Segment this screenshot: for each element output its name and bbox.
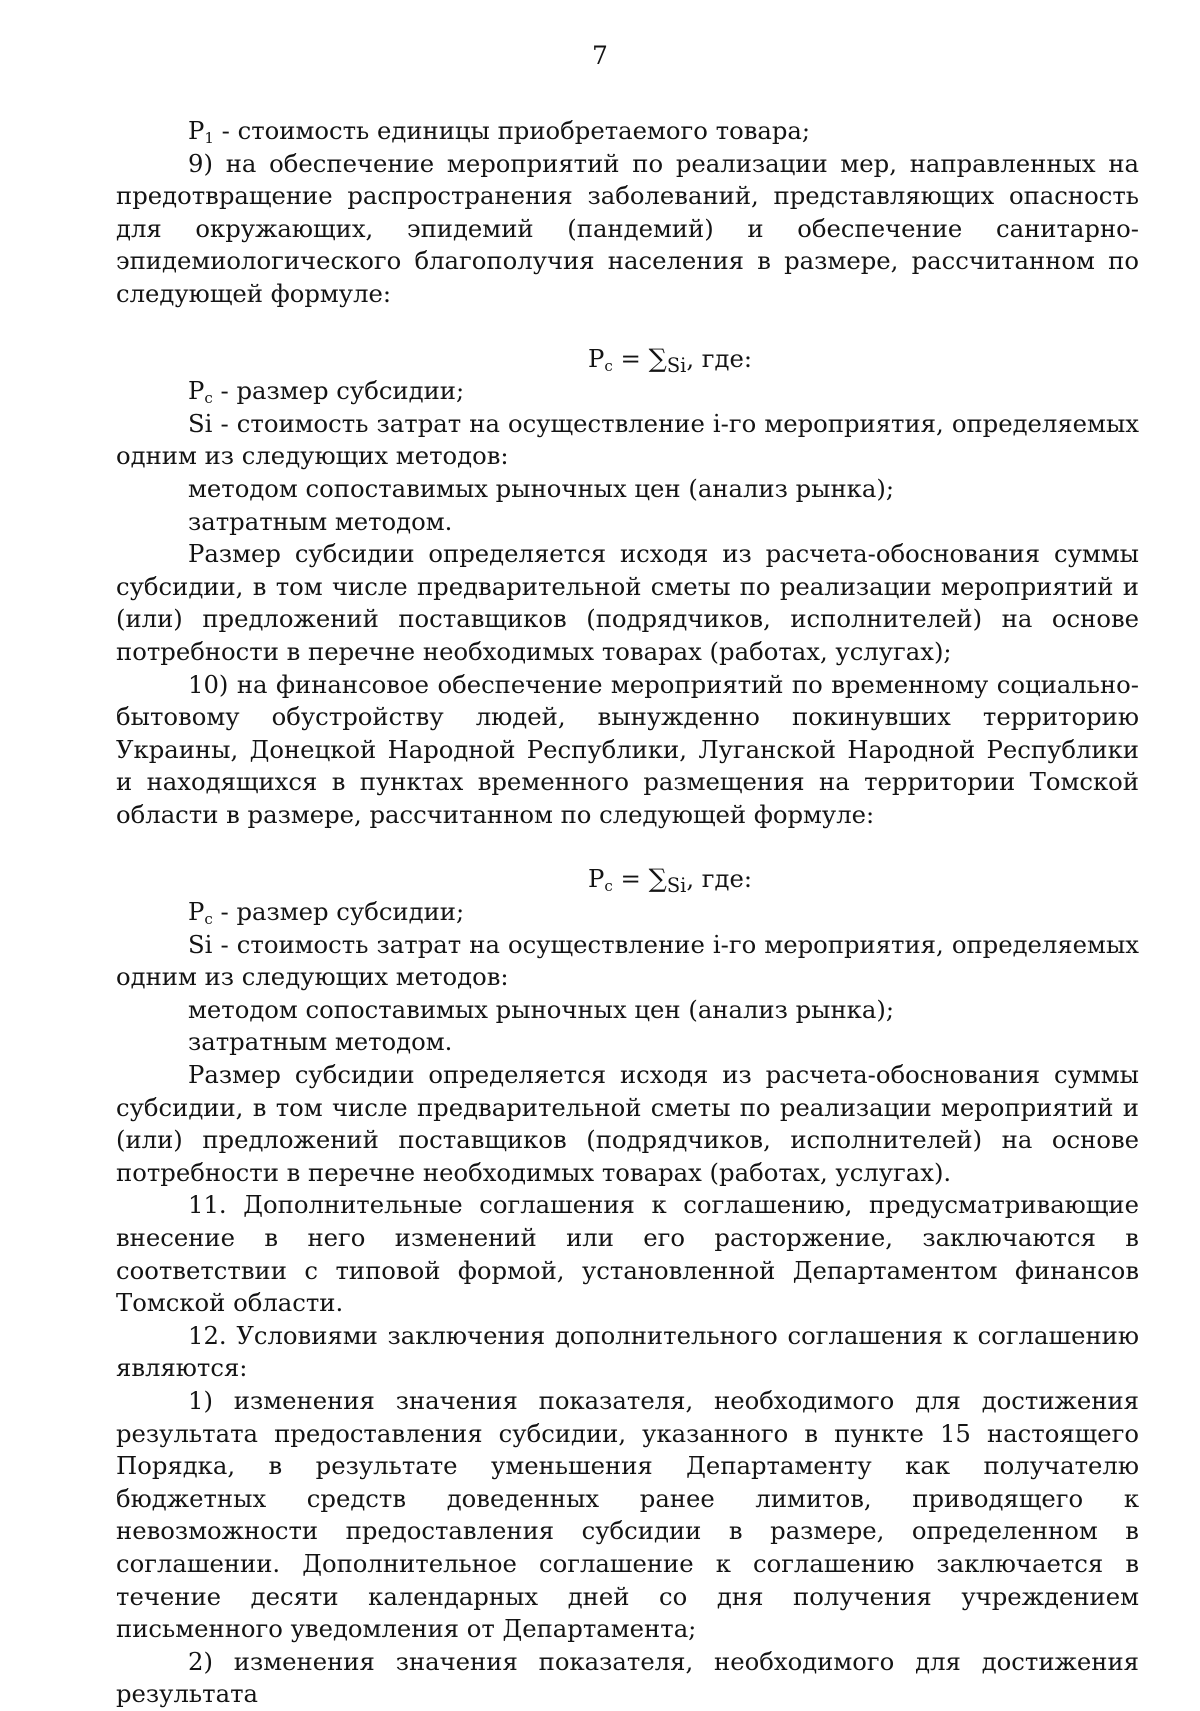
pc-subscript: c <box>204 909 213 928</box>
item-12-2-paragraph: 2) изменения значения показателя, необходимого для достижения результата <box>116 1646 1139 1709</box>
method-cost-2: затратным методом. <box>188 1027 453 1057</box>
pc-text: - размер субсидии; <box>212 897 465 927</box>
subsidy-size-paragraph-1: Размер субсидии определяется исходя из расчета-обоснования суммы субсидии, в том числе предварительной сметы по реализации мероприятий и (или) предложений поставщиков (подрядчиков, исполнителей) на основе потребности в перечне необходимых товарах (работах, услугах); <box>116 539 1139 666</box>
formula-1 <box>116 343 1139 376</box>
si-definition-2: Si - стоимость затрат на осуществление i-го мероприятия, определяемых одним из следующих методов: <box>116 929 1139 992</box>
formula-1-symbol: P <box>588 343 605 373</box>
item-11-paragraph: 11. Дополнительные соглашения к соглашению, предусматривающие внесение в него изменений или его расторжение, заключаются в соответствии с типовой формой, установленной Департаментом финансов Томской области. <box>116 1190 1139 1318</box>
method-cost-1: затратным методом. <box>188 506 453 536</box>
pc-symbol: P <box>188 897 205 927</box>
item-12-paragraph: 12. Условиями заключения дополнительного соглашения к соглашению являются: <box>116 1320 1139 1383</box>
formula-2-sigma: ∑ <box>648 864 667 895</box>
item-12-1-paragraph: 1) изменения значения показателя, необходимого для достижения результата предоставления субсидии, указанного в пункте 15 настоящего Порядка, в результате уменьшения Департаменту как получателю бюджетных средств доведенных ранее лимитов, приводящего к невозможности предоставления субсидии в размере, определенном в соглашении. Дополнительное соглашение к соглашению заключается в течение десяти календарных дней со дня получения учреждением письменного уведомления от Департамента; <box>116 1385 1139 1644</box>
method-market-2: методом сопоставимых рыночных цен (анализ рынка); <box>188 994 895 1024</box>
si-definition-1: Si - стоимость затрат на осуществление i-го мероприятия, определяемых одним из следующих методов: <box>116 408 1139 471</box>
formula-1-subscript: c <box>604 356 613 375</box>
formula-1-sigma: ∑ <box>648 343 667 374</box>
p1-text: - стоимость единицы приобретаемого товара; <box>213 116 811 145</box>
pc-subscript: c <box>204 388 213 407</box>
pc-symbol: P <box>188 376 205 406</box>
formula-2 <box>116 863 1139 896</box>
formula-1-where: , где: <box>686 343 753 373</box>
formula-2-equals: = <box>612 864 649 894</box>
p1-definition <box>116 115 1139 148</box>
formula-2-where: , где: <box>686 864 753 894</box>
pc-text: - размер субсидии; <box>212 376 465 406</box>
item-9-paragraph: 9) на обеспечение мероприятий по реализации мер, направленных на предотвращение распространения заболеваний, представляющих опасность для окружающих, эпидемий (пандемий) и обеспечение санитарно-эпидемиологического благополучия населения в размере, рассчитанном по следующей формуле: <box>116 148 1139 308</box>
subsidy-size-paragraph-2: Размер субсидии определяется исходя из расчета-обоснования суммы субсидии, в том числе предварительной сметы по реализации мероприятий и (или) предложений поставщиков (подрядчиков, исполнителей) на основе потребности в перечне необходимых товарах (работах, услугах). <box>116 1060 1139 1187</box>
pc-definition-1 <box>116 375 1139 408</box>
pc-definition-2 <box>116 896 1139 929</box>
formula-2-symbol: P <box>588 864 605 894</box>
formula-2-si: Si <box>666 874 687 898</box>
page-number: 7 <box>592 41 608 70</box>
method-market-1: методом сопоставимых рыночных цен (анализ рынка); <box>188 473 895 503</box>
formula-1-si: Si <box>666 353 687 377</box>
p1-symbol: P <box>188 116 205 145</box>
formula-2-subscript: c <box>604 877 613 896</box>
document-body <box>116 115 1139 1711</box>
formula-1-equals: = <box>612 343 649 373</box>
p1-subscript: 1 <box>204 128 214 147</box>
item-10-paragraph: 10) на финансовое обеспечение мероприятий по временному социально-бытовому обустройству людей, вынужденно покинувших территорию Украины, Донецкой Народной Республики, Луганской Народной Республики и находящихся в пунктах временного размещения на территории Томской области в размере, рассчитанном по следующей формуле: <box>116 669 1139 829</box>
